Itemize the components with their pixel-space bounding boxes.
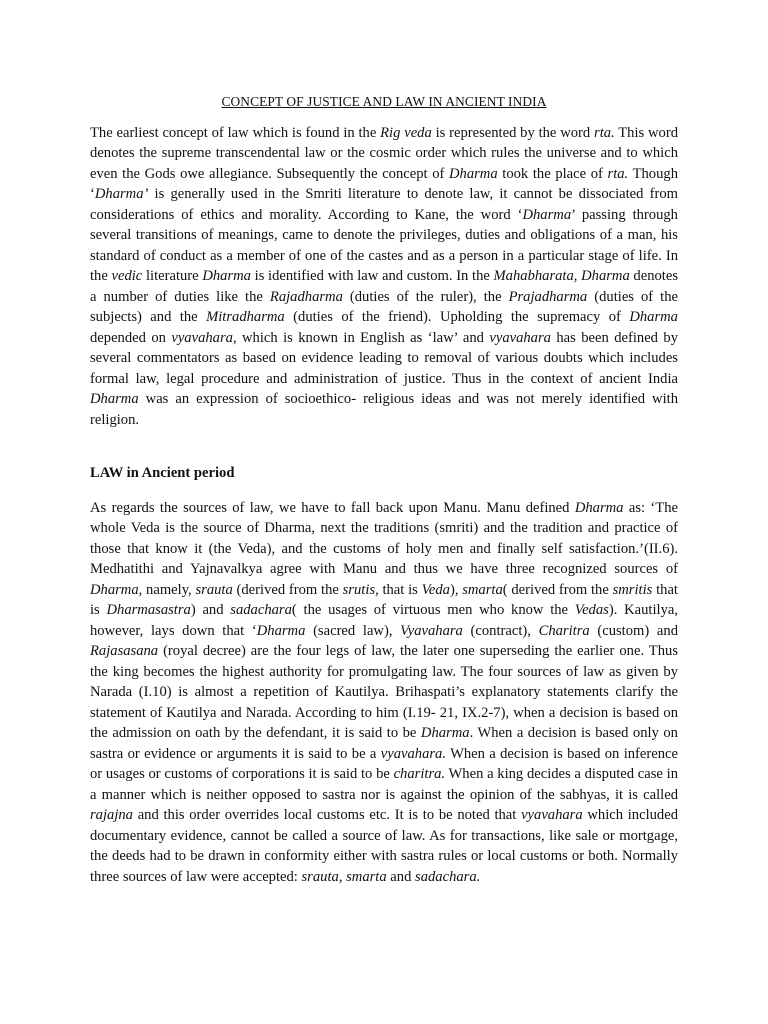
italic-term: Dharma: [629, 309, 678, 325]
italic-term: Dharmasastra: [106, 602, 191, 618]
italic-term: Dharma: [522, 206, 572, 223]
italic-term: Mitradharma: [206, 309, 285, 325]
paragraph-sources-of-law: As regards the sources of law, we have to fall back upon Manu. Manu defined Dharma as: ‘The whole Veda is the source of Dharma, next the traditions (smriti) and the tradition and practice of those that know it (the Veda), and the customs of holy men and finally self satisfaction.’(II.6). Medhatithi and Yajnavalkya agree with Manu and thus we have three recognized sources of Dharma, namely, srauta (derived from the srutis, that is Veda), smarta( derived from the smritis that is Dharmasastra) and sadachara( the usages of virtuous men who know the Vedas). Kautilya, however, lays down that ‘Dharma (sacred law), Vyavahara (contract), Charitra (custom) and Rajasasana (royal decree) are the four legs of law, the later one superseding the earlier one. Thus the king becomes the highest authority for promulgating law. The four sources of law as given by Narada (I.10) is almost a repetition of Kautilya. Brihaspati’s explanatory statements clarify the statement of Kautilya and Narada. According to him (I.19- 21, IX.2-7), when a decision is based on the admission on oath by the defendant, it is said to be Dharma. When a decision is based only on sastra or evidence or arguments it is said to be a vyavahara. When a decision is based on inference or usages or customs of corporations it is said to be charitra. When a king decides a disputed case in a manner which is neither opposed to sastra nor is against the opinion of the sabhyas, it is called rajajna and this order overrides local customs etc. It is to be noted that vyavahara which included documentary evidence, cannot be called a source of law. As for transactions, like sale or mortgage, the deeds had to be drawn in conformity either with sastra rules or local customs or both. Normally three sources of law were accepted: srauta, smarta and sadachara.: [90, 499, 679, 885]
italic-term: Vyavahara: [400, 622, 463, 639]
italic-term: srauta: [195, 581, 233, 598]
italic-term: vedic: [111, 268, 143, 284]
section-heading-law-ancient-period: LAW in Ancient period: [90, 465, 235, 481]
italic-term: vyavahara.: [380, 745, 446, 762]
italic-term: Dharma: [581, 268, 630, 284]
italic-term: rta.: [607, 165, 629, 182]
italic-term: Dharma: [256, 622, 306, 639]
italic-term: srauta: [301, 868, 339, 885]
italic-term: Veda: [421, 581, 450, 598]
italic-term: vyavahara: [171, 329, 233, 346]
italic-term: vyavahara: [521, 807, 583, 823]
italic-term: Dharma’: [94, 186, 149, 202]
italic-term: rajajna: [90, 807, 133, 823]
italic-term: Vedas: [574, 602, 609, 618]
italic-term: sadachara.: [415, 868, 481, 885]
italic-term: Dharma: [202, 268, 251, 284]
page-title: CONCEPT OF JUSTICE AND LAW IN ANCIENT INDIA: [221, 94, 547, 109]
italic-term: sadachara: [230, 602, 292, 618]
italic-term: srutis: [342, 581, 376, 598]
italic-term: Dharma: [90, 581, 139, 598]
italic-term: smarta: [346, 868, 387, 885]
italic-term: vyavahara: [489, 329, 551, 346]
document-page: [90, 92, 678, 887]
italic-term: Dharma: [420, 725, 470, 741]
italic-term: Rajasasana: [90, 643, 159, 659]
italic-term: Prajadharma: [508, 288, 588, 305]
italic-term: charitra.: [393, 766, 446, 782]
italic-term: Rajadharma: [269, 288, 343, 305]
italic-term: Rig veda: [380, 124, 432, 141]
italic-term: Dharma: [449, 165, 498, 182]
italic-term: Charitra: [538, 622, 590, 639]
paragraph-justice-concept: The earliest concept of law which is found in the Rig veda is represented by the word rta. This word denotes the supreme transcendental law or the cosmic order which rules the universe and to which even the Gods owe allegiance. Subsequently the concept of Dharma took the place of rta. Though ‘Dharma’ is generally used in the Smriti literature to denote law, it cannot be dissociated from considerations of ethics and morality. According to Kane, the word ‘Dharma’ passing through several transitions of meanings, came to denote the privileges, duties and obligations of a man, his standard of conduct as a member of one of the castes and as a person in a particular stage of life. In the vedic literature Dharma is identified with law and custom. In the Mahabharata, Dharma denotes a number of duties like the Rajadharma (duties of the ruler), the Prajadharma (duties of the subjects) and the Mitradharma (duties of the friend). Upholding the supremacy of Dharma depended on vyavahara, which is known in English as ‘law’ and vyavahara has been defined by several commentators as based on evidence leading to removal of various doubts which includes formal law, legal procedure and administration of justice. Thus in the context of ancient India Dharma was an expression of socioethico- religious ideas and was not merely identified with religion.: [90, 124, 679, 428]
italic-term: Dharma: [574, 499, 624, 516]
italic-term: rta.: [594, 124, 615, 141]
italic-term: smarta: [462, 581, 503, 598]
italic-term: Mahabharata: [493, 268, 574, 284]
italic-term: smritis: [612, 581, 653, 598]
italic-term: Dharma: [90, 391, 139, 407]
